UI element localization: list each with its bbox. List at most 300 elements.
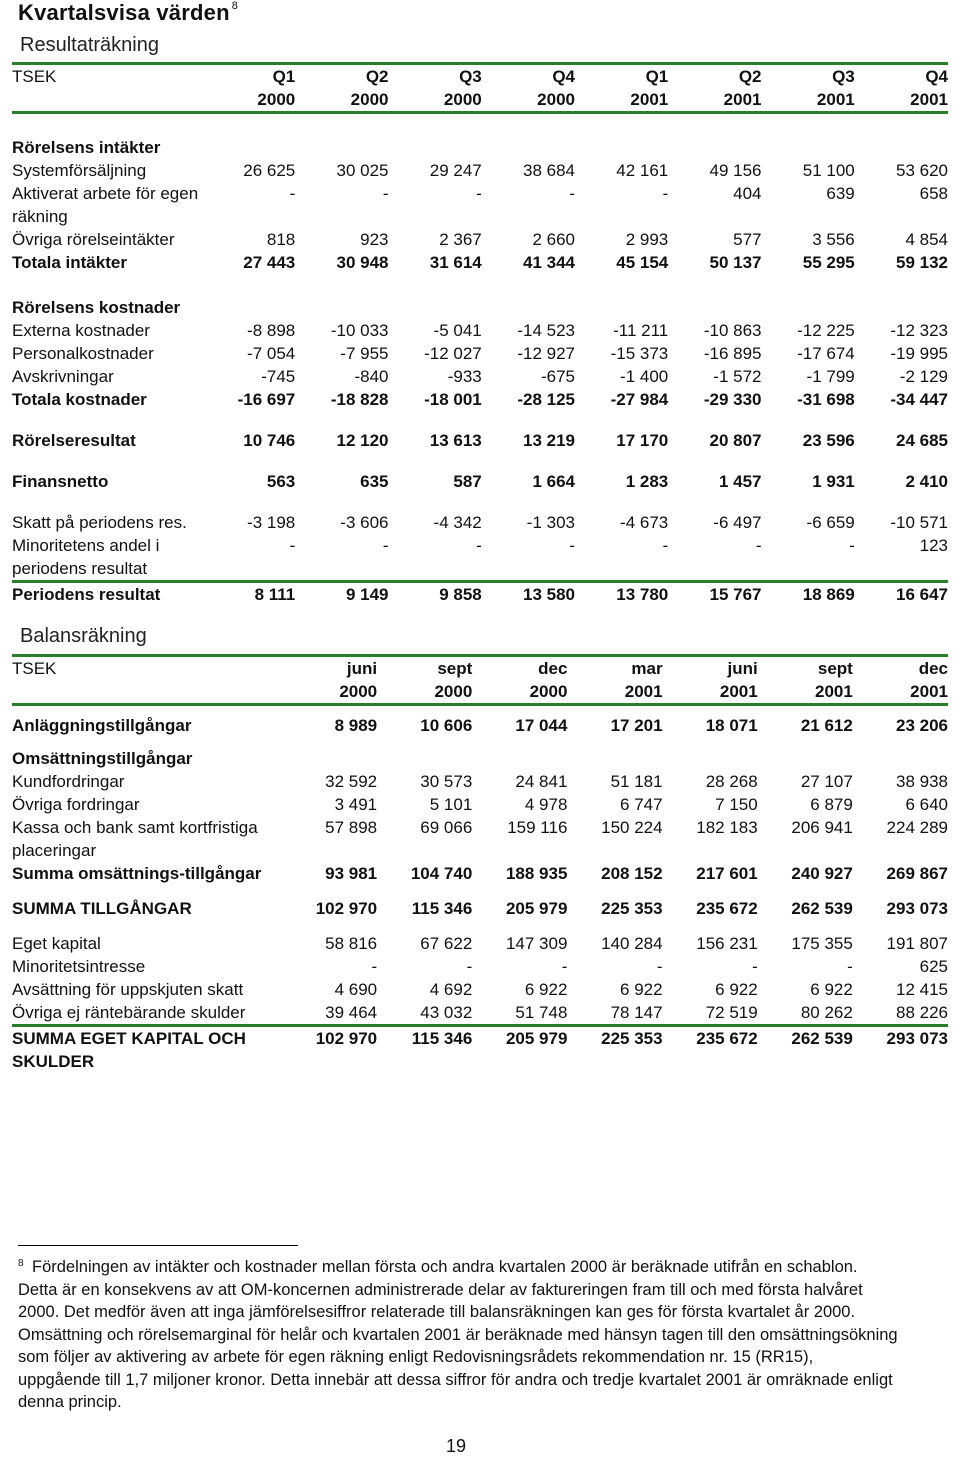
cell-value: 159 116 [507, 818, 568, 837]
row-label: Kundfordringar [12, 772, 125, 791]
cell-value [762, 274, 855, 319]
cell-value: 1 283 [625, 472, 669, 491]
cell-value: -840 [354, 367, 389, 386]
cell-value: 51 181 [610, 772, 663, 791]
cell-value: 658 [919, 184, 948, 203]
column-year: 2000 [434, 682, 473, 701]
row-label: Kassa och bank samt kortfristiga placeringar [12, 818, 258, 860]
cell-value: 150 224 [601, 818, 663, 837]
cell-value: 6 922 [810, 980, 853, 999]
cell-value: 225 353 [567, 1026, 662, 1074]
cell-value: 639 [826, 184, 855, 203]
cell-value: 923 [360, 230, 389, 249]
cell-value: 4 692 [429, 980, 473, 999]
cell-value: 2 367 [439, 230, 482, 249]
cell-value: -2 129 [899, 367, 948, 386]
cell-value: -14 523 [517, 321, 575, 340]
cell-value: 205 979 [505, 899, 568, 918]
cell-value [758, 737, 853, 770]
column-month: juni [727, 659, 758, 678]
balance-row [12, 1026, 948, 1074]
cell-value: 30 573 [420, 772, 473, 791]
cell-value [377, 737, 472, 770]
balance-row [12, 1001, 948, 1026]
cell-value: 6 922 [620, 980, 663, 999]
cell-value: - [561, 957, 568, 976]
income-row [12, 228, 948, 251]
cell-value: - [289, 184, 296, 203]
row-label: Övriga fordringar [12, 795, 140, 814]
cell-value: -7 054 [247, 344, 296, 363]
cell-value: 587 [453, 472, 482, 491]
cell-value: 80 262 [800, 1003, 853, 1022]
balance-row [12, 816, 948, 862]
cell-value: 6 922 [715, 980, 758, 999]
cell-value: 58 816 [325, 934, 378, 953]
cell-value: -31 698 [797, 390, 855, 409]
column-year: 2001 [815, 682, 853, 701]
cell-value: 147 309 [505, 934, 568, 953]
cell-value: 4 854 [905, 230, 948, 249]
cell-value: 13 780 [575, 582, 668, 607]
row-label: Minoritetens andel i periodens resultat [12, 536, 160, 578]
cell-value [855, 113, 948, 160]
column-month: sept [817, 659, 853, 678]
income-row [12, 365, 948, 388]
column-quarter: Q3 [459, 67, 482, 86]
cell-value [567, 737, 662, 770]
cell-value: 27 107 [800, 772, 853, 791]
footnote-divider [18, 1245, 298, 1246]
column-year: 2000 [339, 682, 378, 701]
cell-value: - [662, 536, 669, 555]
cell-value: 30 025 [336, 161, 389, 180]
row-label: Skatt på periodens res. [12, 513, 187, 532]
cell-value: - [847, 957, 853, 976]
column-quarter: Q2 [365, 67, 389, 86]
row-label: Totala kostnader [12, 390, 147, 409]
cell-value: -6 659 [806, 513, 855, 532]
cell-value: -12 323 [890, 321, 948, 340]
cell-value: 28 268 [705, 772, 758, 791]
row-label: Avskrivningar [12, 367, 114, 386]
cell-value: 2 660 [532, 230, 575, 249]
cell-value: -18 828 [330, 390, 389, 409]
page-title [18, 0, 238, 26]
cell-value [202, 274, 295, 319]
cell-value: 635 [360, 472, 389, 491]
cell-value: 4 690 [334, 980, 378, 999]
balance-row [12, 705, 948, 738]
cell-value: -675 [540, 367, 575, 386]
income-statement-heading: Resultaträkning [20, 34, 159, 56]
cell-value: - [752, 957, 758, 976]
cell-value: 26 625 [243, 161, 296, 180]
cell-value: 240 927 [791, 864, 853, 883]
column-quarter: Q4 [552, 67, 575, 86]
cell-value: 93 981 [325, 864, 378, 883]
cell-value: 235 672 [696, 899, 758, 918]
cell-value: 123 [919, 536, 948, 555]
column-year: 2001 [624, 682, 663, 701]
cell-value: 8 989 [334, 716, 378, 735]
cell-value: -27 984 [610, 390, 669, 409]
cell-value: 15 767 [668, 582, 761, 607]
header-spacer [12, 88, 202, 113]
cell-value: 269 867 [886, 864, 948, 883]
cell-value: - [849, 536, 855, 555]
column-month: dec [538, 659, 568, 678]
cell-value [389, 274, 482, 319]
income-row [12, 159, 948, 182]
cell-value: 39 464 [325, 1003, 378, 1022]
row-label: Rörelsens intäkter [12, 138, 161, 157]
cell-value: 49 156 [709, 161, 762, 180]
cell-value: 102 970 [315, 899, 378, 918]
column-year: 2000 [257, 90, 296, 109]
cell-value: - [662, 184, 669, 203]
cell-value: 13 219 [523, 431, 575, 450]
income-row [12, 411, 948, 452]
cell-value: 577 [733, 230, 762, 249]
cell-value: 404 [733, 184, 762, 203]
cell-value: 43 032 [420, 1003, 473, 1022]
cell-value: 51 100 [802, 161, 855, 180]
cell-value: 67 622 [420, 934, 473, 953]
row-label: Personalkostnader [12, 344, 154, 363]
cell-value: 1 664 [532, 472, 575, 491]
cell-value [202, 113, 295, 160]
cell-value: -1 799 [806, 367, 855, 386]
cell-value: - [656, 957, 663, 976]
cell-value: -10 571 [890, 513, 948, 532]
column-year: 2000 [443, 90, 482, 109]
footnote [18, 1256, 898, 1414]
income-row [12, 452, 948, 493]
cell-value: 30 948 [336, 253, 389, 272]
column-quarter: Q1 [645, 67, 669, 86]
cell-value: -3 198 [247, 513, 296, 532]
row-label: Periodens resultat [12, 582, 202, 607]
cell-value: -16 895 [703, 344, 762, 363]
cell-value: 6 640 [905, 795, 948, 814]
balance-sheet-table [12, 654, 948, 1073]
cell-value: 188 935 [505, 864, 568, 883]
column-month: mar [631, 659, 663, 678]
cell-value: 24 841 [515, 772, 568, 791]
income-row [12, 251, 948, 274]
column-quarter: Q1 [272, 67, 296, 86]
cell-value: -15 373 [610, 344, 669, 363]
cell-value: 53 620 [896, 161, 948, 180]
cell-value: -4 673 [620, 513, 669, 532]
cell-value: 625 [919, 957, 948, 976]
footnote-marker: 8 [18, 1258, 24, 1269]
cell-value: 20 807 [709, 431, 762, 450]
cell-value [472, 737, 567, 770]
cell-value: 235 672 [663, 1026, 758, 1074]
cell-value: -29 330 [703, 390, 762, 409]
cell-value: 6 922 [524, 980, 568, 999]
cell-value: 32 592 [325, 772, 378, 791]
cell-value: 59 132 [896, 253, 948, 272]
unit-label: TSEK [12, 659, 57, 678]
cell-value [282, 737, 377, 770]
unit-label: TSEK [12, 67, 57, 86]
cell-value: -11 211 [613, 321, 669, 340]
cell-value: -1 400 [620, 367, 669, 386]
cell-value: 5 101 [429, 795, 473, 814]
cell-value: -16 697 [237, 390, 296, 409]
column-month: dec [918, 659, 948, 678]
income-statement-table [12, 62, 948, 606]
row-label: Anläggningstillgångar [12, 716, 192, 735]
row-label: Omsättningstillgångar [12, 749, 193, 768]
balance-header-row-year [12, 680, 948, 705]
column-year: 2001 [910, 682, 948, 701]
cell-value: 115 346 [377, 1026, 472, 1074]
cell-value: - [755, 536, 762, 555]
income-row [12, 582, 948, 607]
cell-value: 21 612 [800, 716, 853, 735]
cell-value: 2 993 [625, 230, 669, 249]
cell-value: -10 033 [330, 321, 389, 340]
cell-value: -28 125 [517, 390, 575, 409]
row-label: Övriga ej räntebärande skulder [12, 1003, 246, 1022]
row-label: Rörelsens kostnader [12, 298, 181, 317]
cell-value: -19 995 [890, 344, 948, 363]
cell-value [853, 737, 948, 770]
cell-value: 16 647 [855, 582, 948, 607]
income-row [12, 113, 948, 160]
cell-value [575, 113, 668, 160]
column-quarter: Q2 [738, 67, 762, 86]
income-row [12, 319, 948, 342]
row-label: Minoritetsintresse [12, 957, 146, 976]
cell-value [295, 113, 388, 160]
cell-value: - [476, 536, 482, 555]
cell-value: 182 183 [696, 818, 758, 837]
cell-value: 57 898 [325, 818, 378, 837]
cell-value: 51 748 [515, 1003, 568, 1022]
cell-value: 69 066 [420, 818, 473, 837]
cell-value: 4 978 [524, 795, 568, 814]
cell-value: 72 519 [705, 1003, 758, 1022]
cell-value: -10 863 [703, 321, 762, 340]
cell-value: 23 596 [802, 431, 855, 450]
cell-value: - [382, 536, 389, 555]
cell-value [575, 274, 668, 319]
column-quarter: Q3 [832, 67, 855, 86]
cell-value: -12 927 [517, 344, 575, 363]
row-label: Summa omsättnings-tillgångar [12, 864, 262, 883]
row-label: Rörelseresultat [12, 431, 136, 450]
cell-value: 45 154 [616, 253, 669, 272]
row-label: Aktiverat arbete för egen räkning [12, 184, 199, 226]
cell-value: 217 601 [696, 864, 758, 883]
cell-value: 50 137 [709, 253, 762, 272]
cell-value [482, 274, 575, 319]
cell-value: 262 539 [791, 899, 853, 918]
cell-value: -1 572 [713, 367, 762, 386]
balance-header-row-month [12, 656, 948, 681]
row-label: Eget kapital [12, 934, 101, 953]
cell-value: 29 247 [429, 161, 482, 180]
income-header-row-year [12, 88, 948, 113]
cell-value: -5 041 [433, 321, 482, 340]
cell-value: 262 539 [758, 1026, 853, 1074]
cell-value: 41 344 [523, 253, 575, 272]
income-header-row-quarter [12, 64, 948, 89]
cell-value: -12 225 [797, 321, 855, 340]
cell-value: -933 [447, 367, 482, 386]
cell-value: -745 [261, 367, 296, 386]
column-year: 2001 [723, 90, 762, 109]
cell-value: 10 746 [243, 431, 296, 450]
cell-value: 2 410 [905, 472, 948, 491]
cell-value: -18 001 [424, 390, 482, 409]
cell-value: 10 606 [420, 716, 473, 735]
footnote-text: Fördelningen av intäkter och kostnader mellan första och andra kvartalen 2000 är beräknade utifrån en schablon. Detta är en konsekvens av att OM-koncernen administrerade delar av faktureringen fram till och med första halvåret 2000. Det medför även att inga jämförelsesiffror relaterade till balansräkningen kan ges för första kvartalet år 2000. Omsättning och rörelsemarginal för helår och kvartalen 2001 är beräknade med hänsyn tagen till den omsättningsökning som följer av aktivering av arbete för egen räkning enligt Redovisningsrådets rekommendation nr. 15 (RR15), uppgående till 1,7 miljoner kronor. Detta innebär att dessa siffror för andra och tredje kvartalet 2001 är omräknade enligt denna princip. [18, 1258, 898, 1411]
cell-value: 8 111 [202, 582, 295, 607]
cell-value: 102 970 [282, 1026, 377, 1074]
cell-value: -34 447 [890, 390, 948, 409]
cell-value: 6 747 [620, 795, 663, 814]
cell-value: 191 807 [886, 934, 948, 953]
income-row [12, 388, 948, 411]
cell-value: 206 941 [791, 818, 853, 837]
column-year: 2000 [350, 90, 389, 109]
cell-value [668, 274, 761, 319]
cell-value: 38 938 [896, 772, 948, 791]
cell-value: 156 231 [696, 934, 758, 953]
cell-value: -3 606 [340, 513, 389, 532]
balance-row [12, 793, 948, 816]
cell-value: 12 415 [896, 980, 948, 999]
cell-value [482, 113, 575, 160]
cell-value: - [466, 957, 473, 976]
cell-value: 42 161 [616, 161, 669, 180]
row-label: Finansnetto [12, 472, 109, 491]
cell-value: 3 491 [334, 795, 378, 814]
cell-value: 3 556 [812, 230, 855, 249]
row-label: Avsättning för uppskjuten skatt [12, 980, 244, 999]
cell-value: 7 150 [715, 795, 758, 814]
cell-value: 140 284 [601, 934, 663, 953]
cell-value: 88 226 [896, 1003, 948, 1022]
cell-value: 12 120 [336, 431, 389, 450]
cell-value: 13 613 [429, 431, 482, 450]
cell-value: 563 [266, 472, 296, 491]
cell-value: 38 684 [523, 161, 575, 180]
cell-value: - [476, 184, 482, 203]
cell-value: 18 071 [705, 716, 758, 735]
column-year: 2001 [816, 90, 855, 109]
column-month: juni [346, 659, 378, 678]
cell-value: - [371, 957, 378, 976]
cell-value: -17 674 [797, 344, 855, 363]
page-title-text: Kvartalsvisa värden [18, 0, 230, 25]
cell-value [295, 274, 388, 319]
row-label: SUMMA TILLGÅNGAR [12, 899, 192, 918]
balance-row [12, 955, 948, 978]
cell-value: 224 289 [886, 818, 948, 837]
cell-value: 31 614 [429, 253, 482, 272]
cell-value: 18 869 [762, 582, 855, 607]
cell-value: -12 027 [424, 344, 482, 363]
balance-row [12, 737, 948, 770]
cell-value: 78 147 [610, 1003, 663, 1022]
cell-value [389, 113, 482, 160]
cell-value: 293 073 [886, 899, 948, 918]
column-year: 2001 [719, 682, 758, 701]
page-number: 19 [446, 1436, 467, 1456]
column-year: 2001 [630, 90, 669, 109]
footnote-reference: 8 [231, 0, 239, 12]
balance-row [12, 770, 948, 793]
cell-value: 1 931 [812, 472, 855, 491]
row-label: Systemförsäljning [12, 161, 147, 180]
cell-value: - [289, 536, 296, 555]
cell-value: - [569, 184, 575, 203]
cell-value: 55 295 [802, 253, 855, 272]
cell-value: 6 879 [810, 795, 853, 814]
cell-value: 23 206 [896, 716, 948, 735]
cell-value: - [382, 184, 389, 203]
column-quarter: Q4 [925, 67, 948, 86]
cell-value: 225 353 [601, 899, 663, 918]
cell-value: -1 303 [526, 513, 575, 532]
cell-value: 175 355 [791, 934, 853, 953]
row-label: Externa kostnader [12, 321, 150, 340]
balance-row [12, 978, 948, 1001]
header-spacer [12, 680, 282, 705]
cell-value: 9 149 [295, 582, 388, 607]
row-label: Övriga rörelseintäkter [12, 230, 175, 249]
cell-value: - [569, 536, 575, 555]
cell-value: 17 201 [610, 716, 663, 735]
cell-value: 818 [266, 230, 296, 249]
cell-value: -8 898 [247, 321, 296, 340]
cell-value [668, 113, 761, 160]
cell-value: 104 740 [410, 864, 473, 883]
cell-value [762, 113, 855, 160]
cell-value [663, 737, 758, 770]
cell-value: -4 342 [433, 513, 482, 532]
row-label: Totala intäkter [12, 253, 127, 272]
row-label: SUMMA EGET KAPITAL OCH SKULDER [12, 1026, 282, 1074]
cell-value: 24 685 [896, 431, 948, 450]
column-month: sept [437, 659, 473, 678]
cell-value: 13 580 [482, 582, 575, 607]
cell-value: 27 443 [243, 253, 296, 272]
column-year: 2000 [529, 682, 568, 701]
income-row [12, 493, 948, 534]
cell-value: 293 073 [853, 1026, 948, 1074]
balance-sheet-heading: Balansräkning [20, 625, 147, 647]
income-row [12, 182, 948, 228]
cell-value: -7 955 [340, 344, 389, 363]
cell-value: 1 457 [718, 472, 762, 491]
cell-value: 205 979 [472, 1026, 567, 1074]
cell-value: 17 044 [515, 716, 568, 735]
cell-value: -6 497 [713, 513, 762, 532]
income-row [12, 534, 948, 582]
balance-row [12, 862, 948, 885]
cell-value: 208 152 [601, 864, 663, 883]
balance-row [12, 885, 948, 920]
cell-value: 17 170 [616, 431, 669, 450]
